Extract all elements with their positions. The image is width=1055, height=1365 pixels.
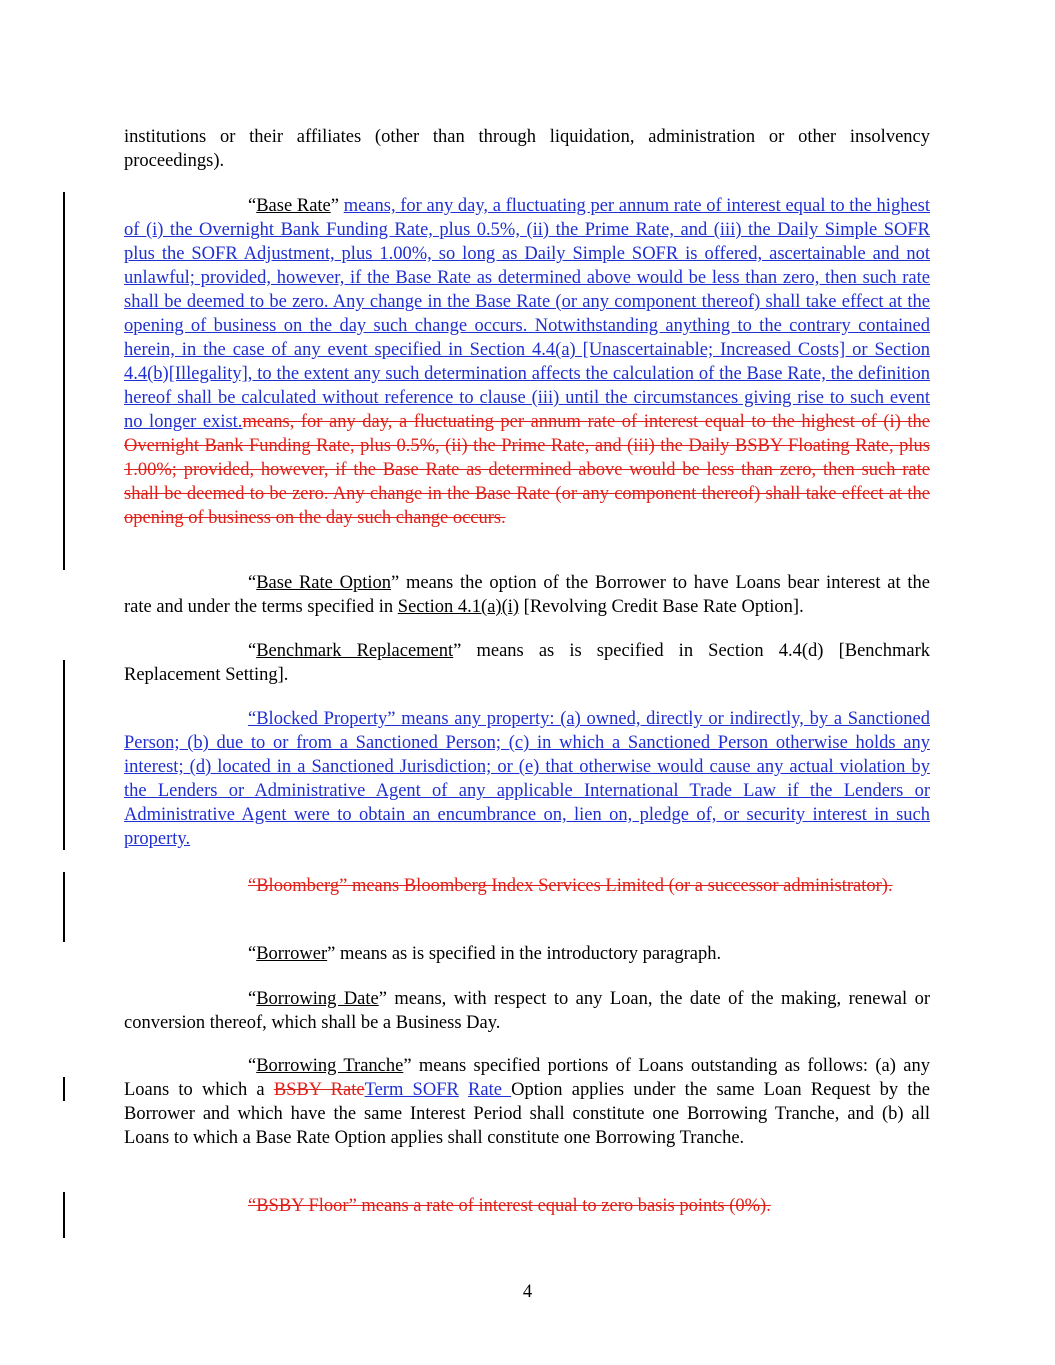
definition-bsby-floor (124, 1194, 930, 1218)
defined-term: Base Rate Option (256, 573, 392, 593)
inserted-text: means, for any day, a fluctuating per annum rate of interest equal to the highest of (i) the Overnight Bank Funding Rate, plus 0.5%, (ii) the Prime Rate, and (iii) the Daily Simple SOFR plus the SOFR Adjustment, plus 1.00%, so long as Daily Simple SOFR is offered, ascertainable and not unlawful; provided, however, if the Base Rate as determined above would be less than zero, then such rate shall be deemed to be zero. Any change in the Base Rate (or any component thereof) shall take effect at the opening of business on the day such change occurs. Notwithstanding anything to the contrary contained herein, in the case of any event specified in Section 4.4(a) [Unascertainable; Increased Costs] or Section 4.4(b)[Illegality], to the extent any such determination affects the calculation of the Base Rate, the definition hereof shall be calculated without reference to clause (iii) until the circumstances giving rise to such event no longer exist. (124, 196, 930, 432)
deleted-text: “Bloomberg” means Bloomberg Index Services Limited (or a successor administrator). (248, 876, 893, 896)
definition-benchmark-replacement: “Benchmark Replacement” means as is specified in Section 4.4(d) [Benchmark Replacement Setting]. (124, 641, 930, 685)
page-number: 4 (522, 1282, 533, 1302)
change-bar (63, 872, 65, 942)
definition-bloomberg (124, 874, 930, 898)
change-bar (63, 192, 65, 570)
paragraph-continuation (124, 125, 930, 173)
defined-term: Benchmark Replacement (256, 641, 454, 661)
inserted-text: “Blocked Property” means any property: (a) owned, directly or indirectly, by a Sanctioned Person; (b) due to or from a Sanctioned Person; (c) in which a Sanctioned Person otherwise holds any interest; (d) located in a Sanctioned Jurisdiction; or (e) that otherwise would cause any actual violation by the Lenders or Administrative Agent of any applicable International Trade Law if the Lenders or Administrative Agent were to obtain an encumbrance on, lien on, pledge of, or security interest in such property. (124, 709, 930, 849)
defined-term: Borrower (256, 944, 328, 964)
defined-term: Borrowing Date (256, 989, 379, 1009)
deleted-text: “BSBY Floor” means a rate of interest equal to zero basis points (0%). (248, 1196, 771, 1216)
change-bar (63, 1192, 65, 1238)
definition-borrowing-tranche: “Borrowing Tranche” means specified portions of Loans outstanding as follows: (a) any Loans to which a BSBY RateTerm SOFR Rate Option applies under the same Loan Request by the Borrower and which have the same Interest Period shall constitute one Borrowing Tranche, and (b) all Loans to which a Base Rate Option applies shall constitute one Borrowing Tranche. (124, 1056, 930, 1148)
definition-base-rate: “Base Rate” means, for any day, a fluctuating per annum rate of interest equal to the highest of (i) the Overnight Bank Funding Rate, plus 0.5%, (ii) the Prime Rate, and (iii) the Daily Simple SOFR plus the SOFR Adjustment, plus 1.00%, so long as Daily Simple SOFR is offered, ascertainable and not unlawful; provided, however, if the Base Rate as determined above would be less than zero, then such rate shall be deemed to be zero. Any change in the Base Rate (or any component thereof) shall take effect at the opening of business on the day such change occurs. Notwithstanding anything to the contrary contained herein, in the case of any event specified in Section 4.4(a) [Unascertainable; Increased Costs] or Section 4.4(b)[Illegality], to the extent any such determination affects the calculation of the Base Rate, the definition hereof shall be calculated without reference to clause (iii) until the circumstances giving rise to such event no longer exist.means, for any day, a fluctuating per annum rate of interest equal to the highest of (i) the Overnight Bank Funding Rate, plus 0.5%, (ii) the Prime Rate, and (iii) the Daily BSBY Floating Rate, plus 1.00%; provided, however, if the Base Rate as determined above would be less than zero, then such rate shall be deemed to be zero. Any change in the Base Rate (or any component thereof) shall take effect at the opening of business on the day such change occurs. (124, 196, 931, 528)
continuation-text: institutions or their affiliates (other than through liquidation, administration or other insolvency proceedings). (124, 127, 930, 171)
change-bar (63, 1077, 65, 1101)
definition-borrower: “Borrower” means as is specified in the introductory paragraph. (248, 944, 722, 964)
definition-base-rate-option: “Base Rate Option” means the option of the Borrower to have Loans bear interest at the rate and under the terms specified in Section 4.1(a)(i) [Revolving Credit Base Rate Option]. (124, 573, 930, 617)
defined-term: Base Rate (256, 196, 331, 216)
definition-blocked-property (124, 707, 930, 851)
inserted-text: Rate (468, 1080, 512, 1100)
defined-term: Borrowing Tranche (256, 1056, 404, 1076)
section-reference: Section 4.1(a)(i) (397, 597, 520, 617)
inserted-text: Term SOFR (364, 1080, 459, 1100)
definition-borrowing-date: “Borrowing Date” means, with respect to any Loan, the date of the making, renewal or conversion thereof, which shall be a Business Day. (124, 989, 930, 1033)
deleted-text: BSBY Rate (273, 1080, 365, 1100)
deleted-text: means, for any day, a fluctuating per annum rate of interest equal to the highest of (i) the Overnight Bank Funding Rate, plus 0.5%, (ii) the Prime Rate, and (iii) the Daily BSBY Floating Rate, plus 1.00%; provided, however, if the Base Rate as determined above would be less than zero, then such rate shall be deemed to be zero. Any change in the Base Rate (or any component thereof) shall take effect at the opening of business on the day such change occurs. (124, 412, 931, 528)
change-bar (63, 660, 65, 850)
